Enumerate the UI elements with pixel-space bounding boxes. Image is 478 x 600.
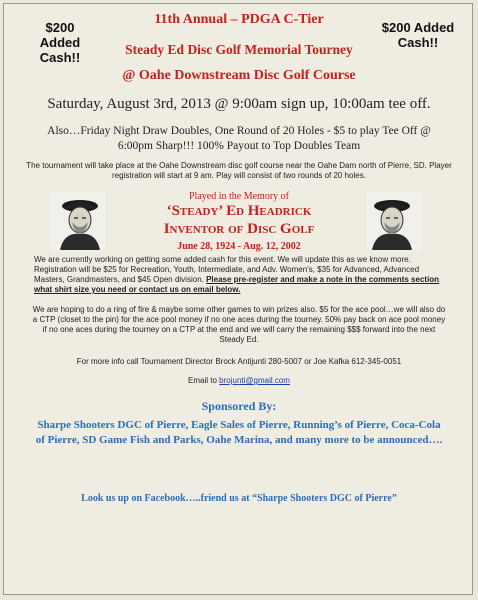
added-cash-right: $200 Added Cash!! <box>381 20 455 50</box>
played-in-memory: Played in the Memory of <box>189 191 289 202</box>
registration-paragraph <box>34 255 444 295</box>
more-info-line: For more info call Tournament Director Brock Antijunti 280-5007 or Joe Kafka 612-345-0051 <box>76 357 402 366</box>
added-cash-left: $200 Added Cash!! <box>39 20 81 65</box>
friday-doubles-line: Also…Friday Night Draw Doubles, One Round of 20 Holes - $5 to play Tee Off @ 6:00pm Sharp!!! 100% Payout to Top Doubles Team <box>47 125 431 152</box>
memorial-dates: June 28, 1924 - Aug. 12, 2002 <box>177 241 301 252</box>
email-line <box>34 376 444 385</box>
memorial-title: Inventor of Disc Golf <box>163 221 315 237</box>
email-link[interactable]: brojunti@gmail.com <box>219 376 290 385</box>
ed-headrick-portrait-left <box>50 192 106 250</box>
ring-of-fire-text: We are hoping to do a ring of fire & maybe some other games to win prizes also. $5 for the ace pool…we will also do a CTP (closet to the pin) for the ace pool money if no one aces during the tourney. 50% pay back on ace pool money if no one aces during the tourney on a CTP at the end and we will carry the remaining $$$ forward into the next Steady Ed. <box>32 305 446 344</box>
date-line: Saturday, August 3rd, 2013 @ 9:00am sign up, 10:00am tee off. <box>47 96 431 112</box>
memorial-name: ‘Steady’ Ed Headrick <box>166 203 312 219</box>
sponsors-heading: Sponsored By: <box>201 399 277 413</box>
registration-text: We are currently working on getting some added cash for this event. We will update this as we know more. Registration will be $25 for Recreation, Youth, Intermediate, and Adv. Women's, $35 for Advanced, Advanced Masters, Grandmasters, and $45 Open division. <box>34 255 420 284</box>
intro-text: The tournament will take place at the Oahe Downstream disc golf course near the Oahe Dam north of Pierre, SD. Player registration will start at 9 am. Play will consist of two rounds of 20 holes. <box>26 161 452 180</box>
facebook-line: Look us up on Facebook…..friend us at “Sharpe Shooters DGC of Pierre” <box>81 493 397 504</box>
ed-headrick-portrait-right <box>366 192 422 250</box>
tourney-title: Steady Ed Disc Golf Memorial Tourney <box>125 42 353 57</box>
email-prefix: Email to <box>188 376 220 385</box>
pre-register-note: Please pre-register and make a note in the comments section what shirt size you need or contact us on email below. <box>34 275 440 294</box>
sponsors-list: Sharpe Shooters DGC of Pierre, Eagle Sales of Pierre, Running’s of Pierre, Coca-Cola of Pierre, SD Game Fish and Parks, Oahe Marina, and many more to be announced…. <box>35 419 443 446</box>
annual-title: 11th Annual – PDGA C-Tier <box>154 12 324 27</box>
course-title: @ Oahe Downstream Disc Golf Course <box>122 68 356 83</box>
flyer-page <box>3 3 473 595</box>
